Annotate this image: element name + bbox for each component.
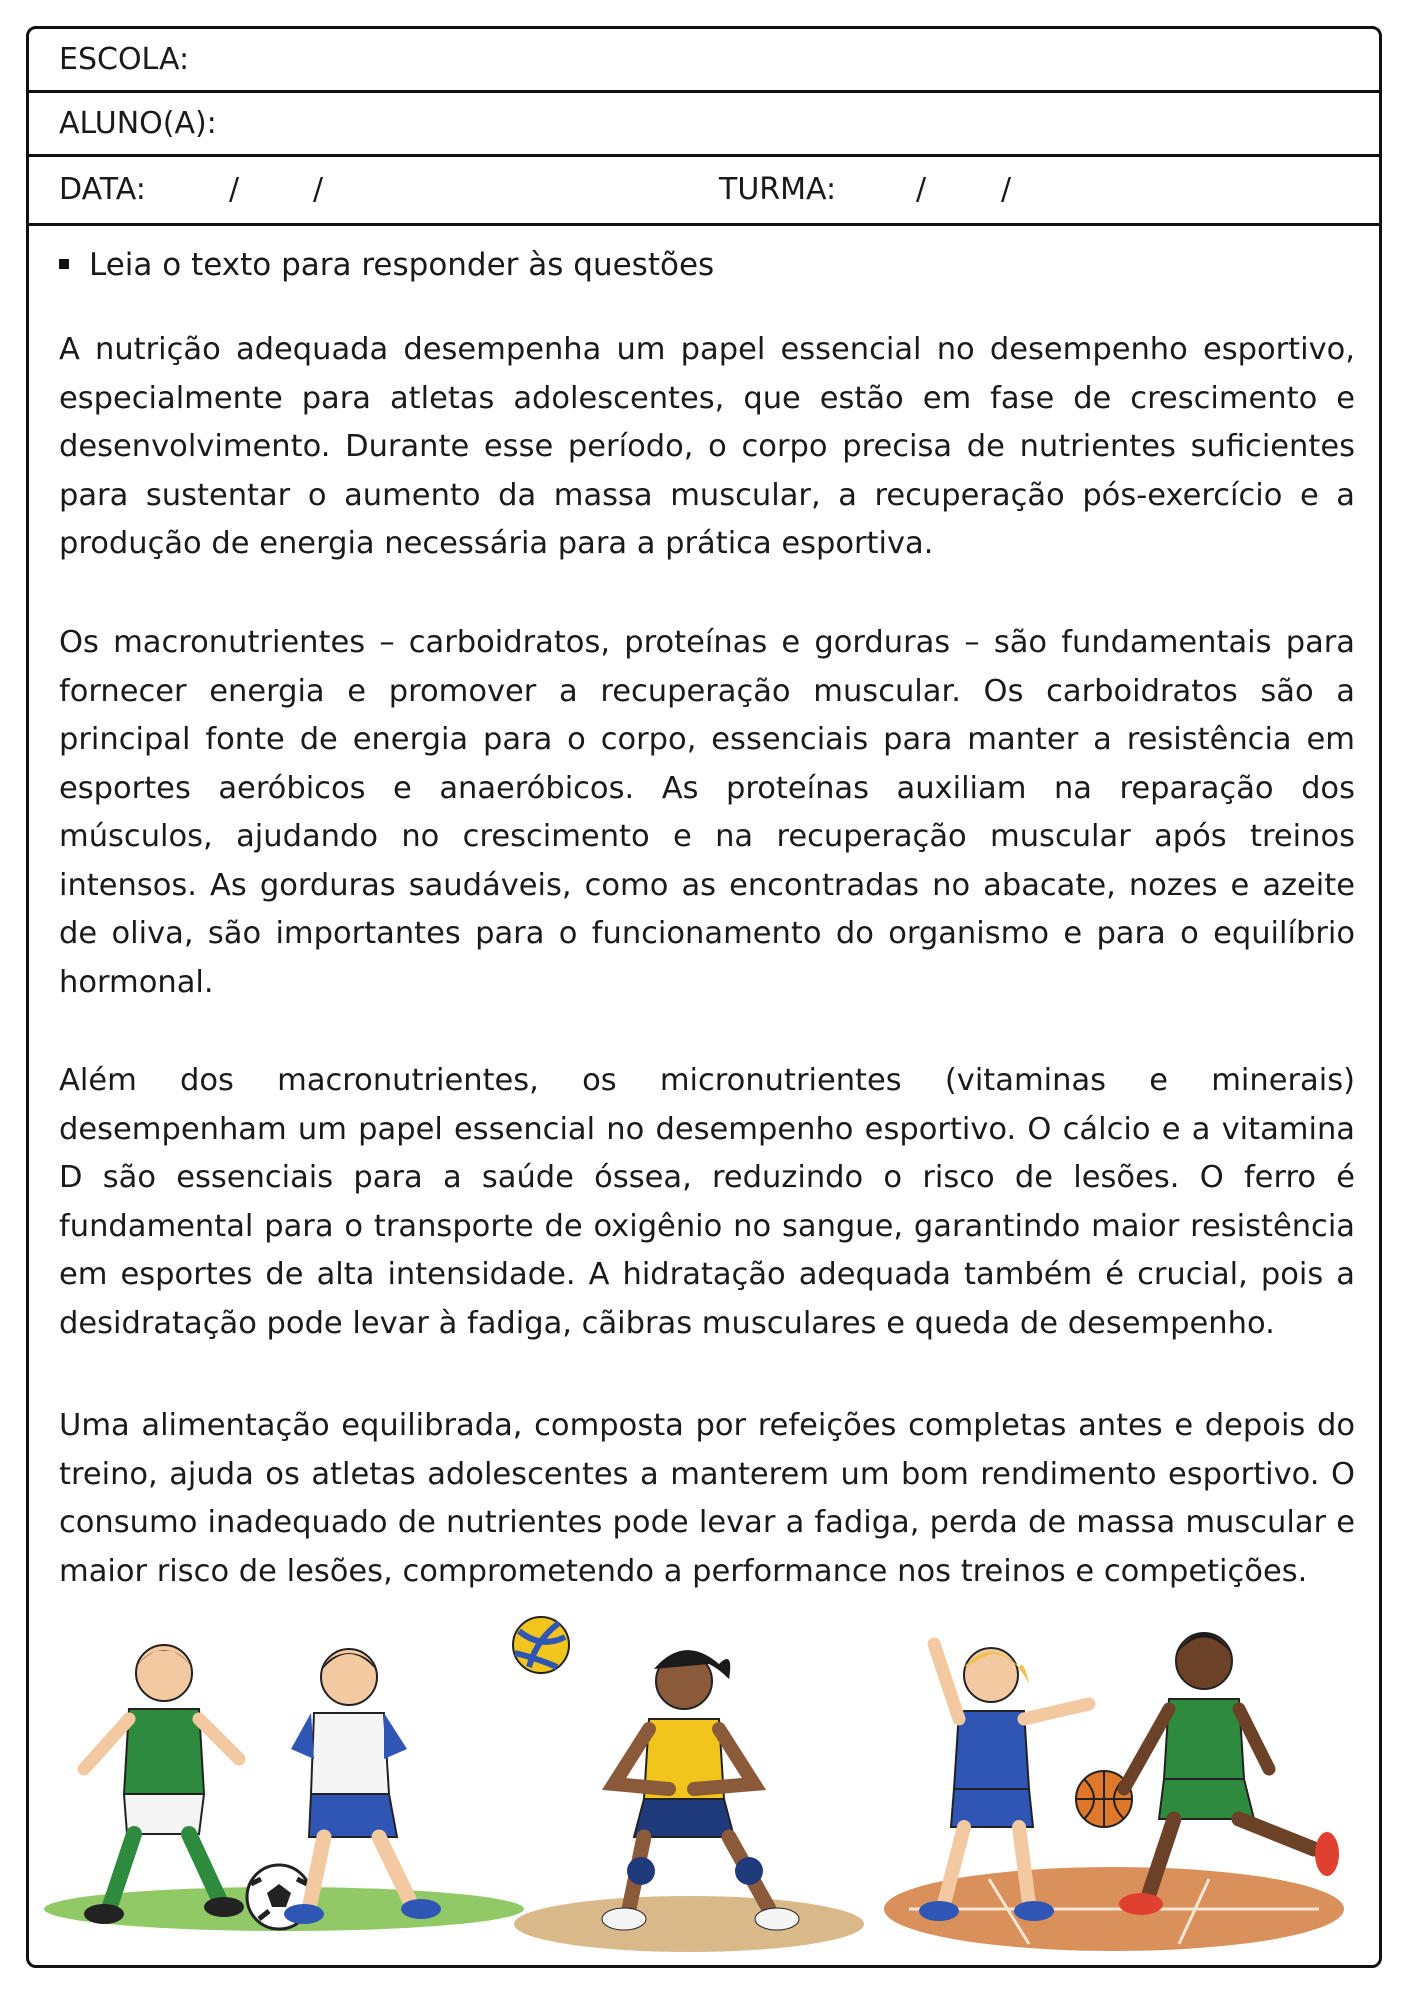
paragraph-3: Além dos macronutrientes, os micronutrientes (vitaminas e minerais) desempenham um papel essencial no desempenho esportivo. O cálcio e a vitamina D são essenciais para a saúde óssea, reduzindo o risco de lesões. O ferro é fundamental para o transporte de oxigênio no sangue, garantindo maior resistência em esportes de alta intensidade. A hidratação adequada também é crucial, pois a desidratação pode levar à fadiga, cãibras musculares e queda de desempenho. — [59, 1063, 1355, 1341]
worksheet — [26, 26, 1382, 1968]
instruction-text: Leia o texto para responder às questões — [89, 247, 715, 283]
student-label: ALUNO(A): — [59, 106, 217, 141]
paragraph-2: Os macronutrientes – carboidratos, proteínas e gorduras – são fundamentais para fornecer energia e promover a recuperação muscular. Os carboidratos são a principal fonte de energia para o corpo, essenciais para manter a resistência em esportes aeróbicos e anaeróbicos. As proteínas auxiliam na reparação dos músculos, ajudando no crescimento e na recuperação muscular após treinos intensos. As gorduras saudáveis, como as encontradas no abacate, nozes e azeite de oliva, são importantes para o funcionamento do organismo e para o equilíbrio hormonal. — [59, 625, 1355, 1000]
date-label: DATA: — [59, 172, 146, 207]
date-slash-1: / — [229, 172, 240, 207]
date-slash-2: / — [313, 172, 324, 207]
volleyball-icon — [513, 1617, 569, 1673]
bullet-square-icon — [59, 259, 69, 269]
sports-illustration — [29, 1609, 1379, 1968]
paragraph-1: A nutrição adequada desempenha um papel essencial no desempenho esportivo, especialmente para atletas adolescentes, que estão em fase de crescimento e desenvolvimento. Durante esse período, o corpo precisa de nutrientes suficientes para sustentar o aumento da massa muscular, a recuperação pós-exercício e a produção de energia necessária para a prática esportiva. — [59, 332, 1355, 561]
soccer-player-green — [84, 1645, 244, 1924]
volleyball-court — [514, 1896, 864, 1952]
date-class-row — [29, 157, 1379, 226]
class-slash-1: / — [916, 172, 927, 207]
instruction — [59, 247, 714, 283]
class-label: TURMA: — [719, 172, 837, 207]
soccer-player-blue — [284, 1649, 441, 1924]
student-row — [29, 93, 1379, 157]
school-row — [29, 29, 1379, 93]
school-label: ESCOLA: — [59, 42, 190, 77]
volleyball-player — [602, 1650, 799, 1930]
class-slash-2: / — [1001, 172, 1012, 207]
paragraph-4: Uma alimentação equilibrada, composta por refeições completas antes e depois do treino, ajuda os atletas adolescentes a manterem um bom rendimento esportivo. O consumo inadequado de nutrientes pode levar a fadiga, perda de massa muscular e maior risco de lesões, comprometendo a performance nos treinos e competições. — [59, 1408, 1355, 1589]
